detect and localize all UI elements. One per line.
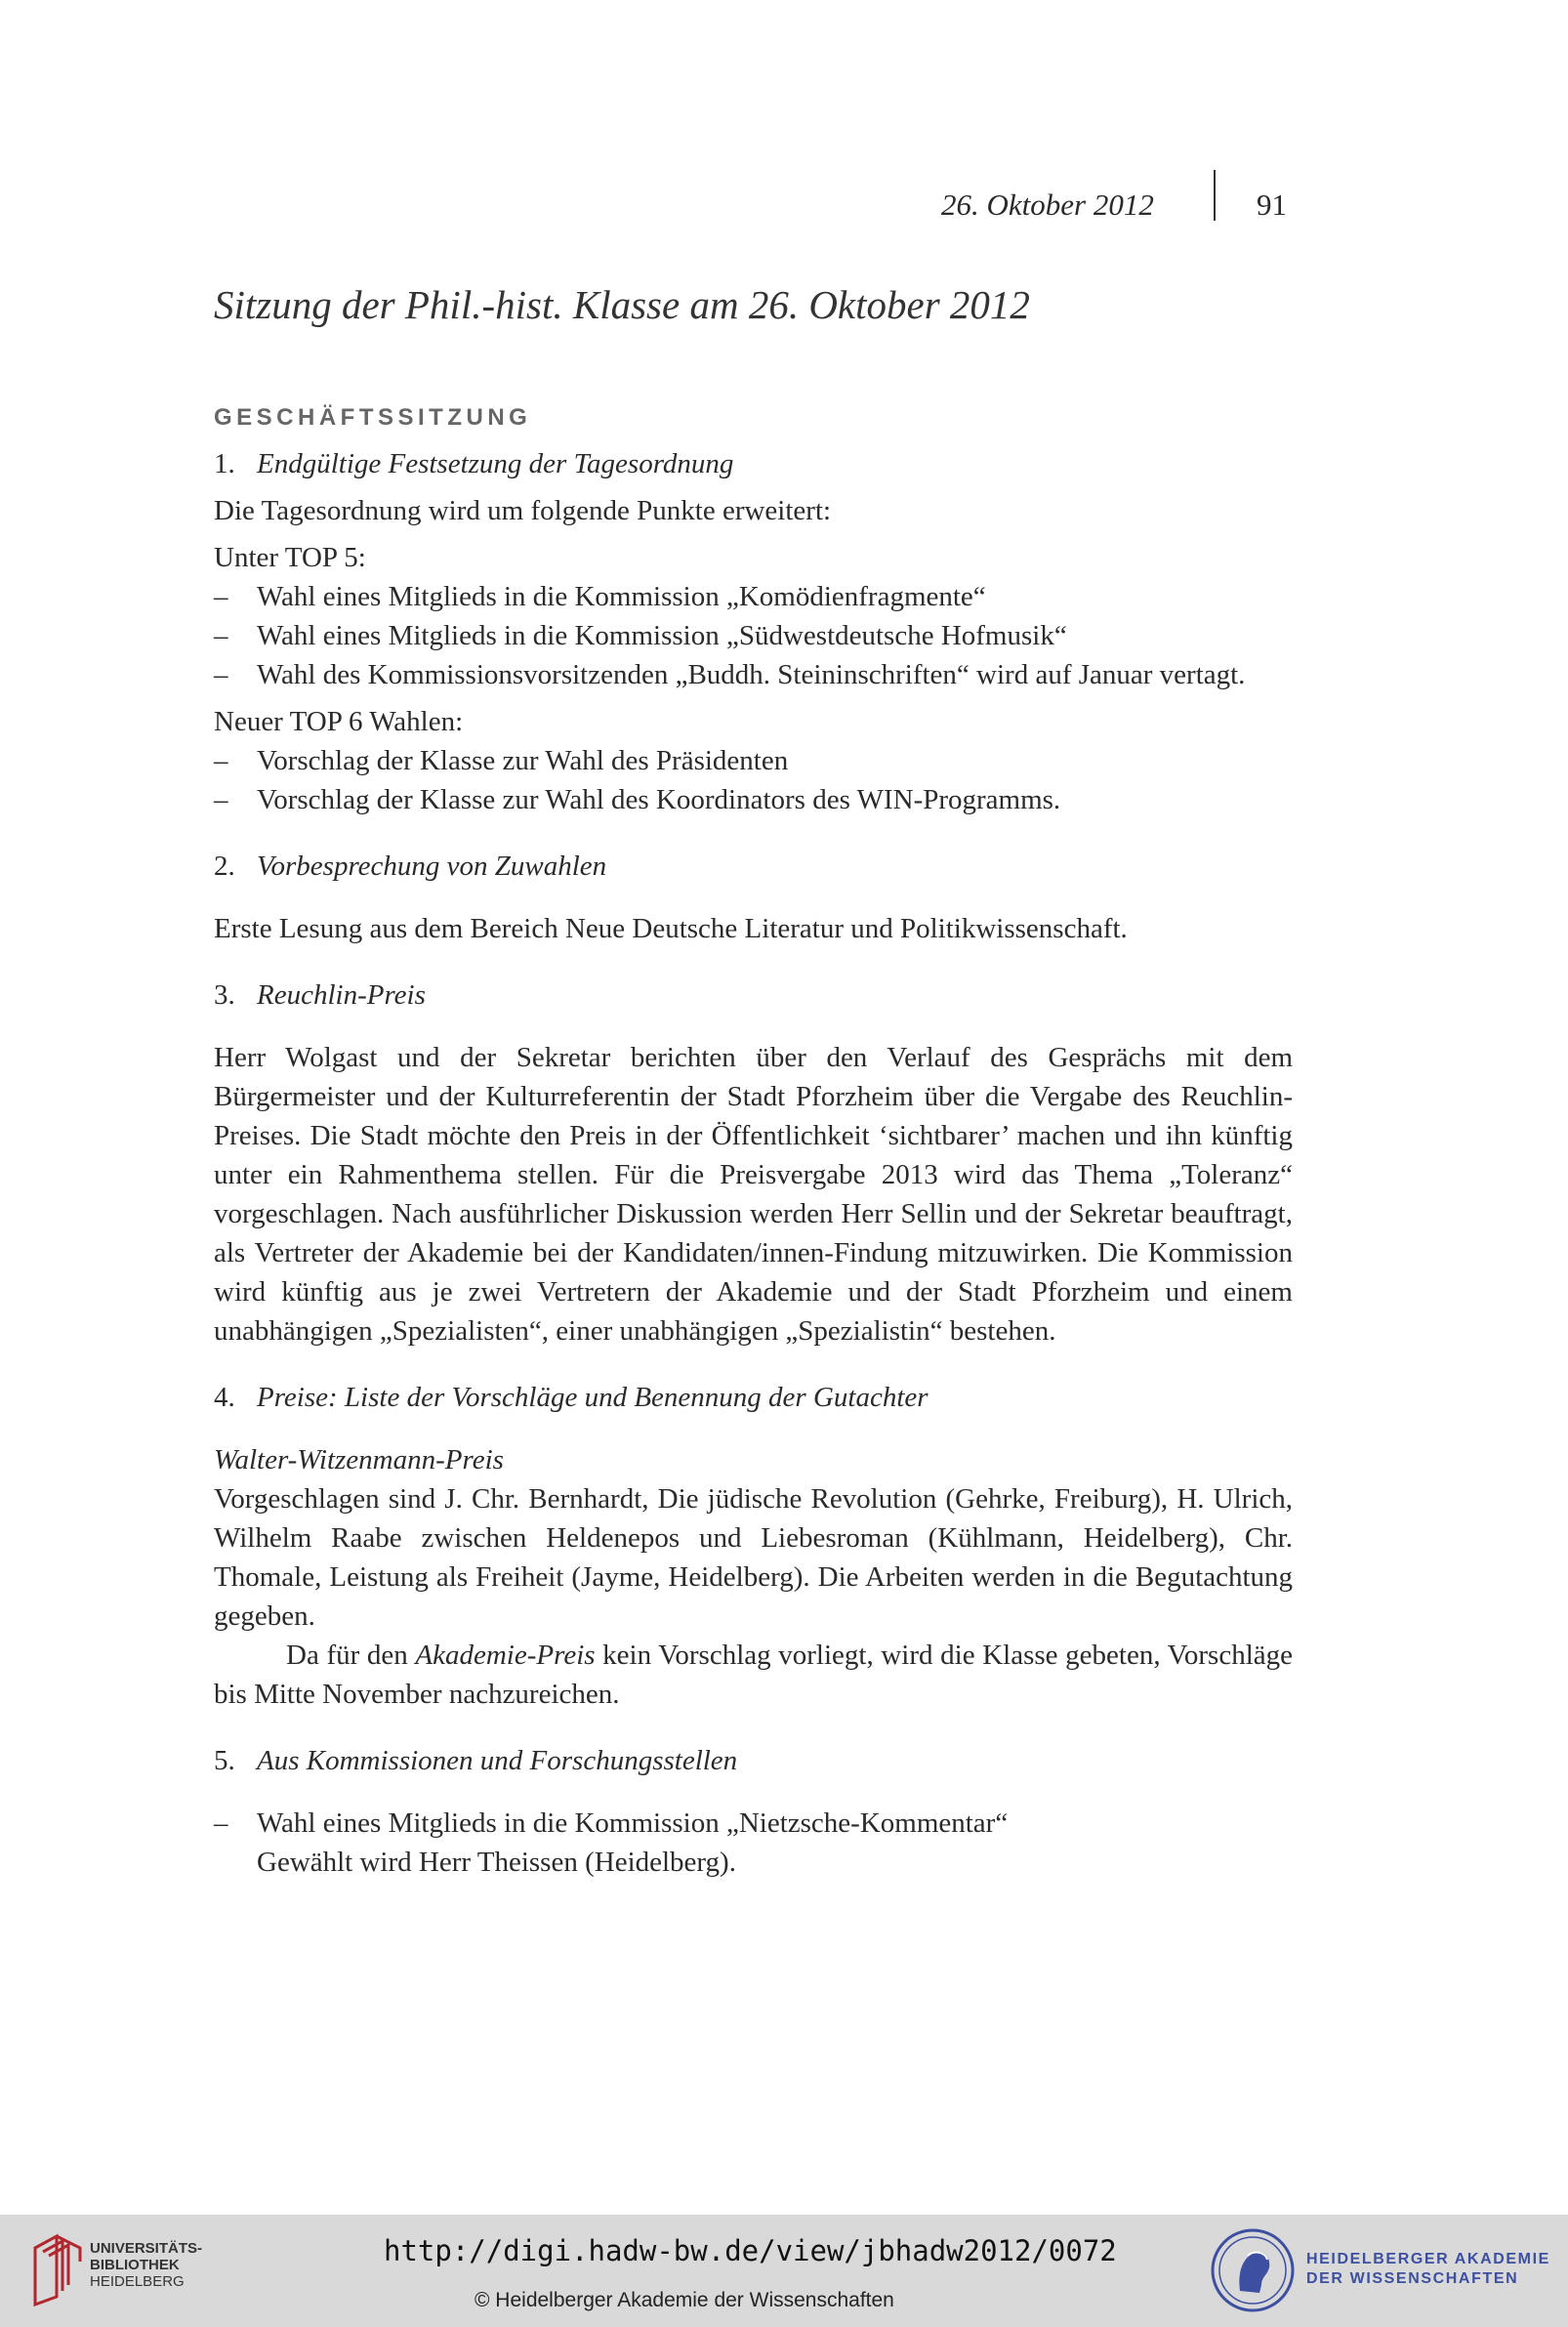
paragraph: Unter TOP 5:: [214, 542, 366, 573]
list-item: – Wahl des Kommissionsvorsitzenden „Buddh. Steininschriften“ wird auf Januar vertagt.: [214, 659, 1246, 690]
list-item: – Wahl eines Mitglieds in die Kommission „Komödienfragmente“: [214, 581, 986, 612]
header-divider: [1214, 170, 1216, 221]
item-heading-3: 3. Reuchlin-Preis: [214, 979, 426, 1011]
paragraph: Erste Lesung aus dem Bereich Neue Deutsche Literatur und Politikwissenschaft.: [214, 913, 1128, 944]
running-header-date: 26. Oktober 2012: [941, 187, 1154, 222]
ub-heidelberg-logo-icon: [29, 2228, 90, 2306]
document-body: [214, 444, 1293, 1882]
item-heading-1: 1. Endgültige Festsetzung der Tagesordnung: [214, 448, 734, 479]
list-item: – Wahl eines Mitglieds in die Kommission „Südwestdeutsche Hofmusik“: [214, 620, 1067, 651]
footer-bar: [0, 2215, 1568, 2327]
page-title: Sitzung der Phil.-hist. Klasse am 26. Oktober 2012: [214, 282, 1030, 327]
paragraph: Vorgeschlagen sind J. Chr. Bernhardt, Die jüdische Revolution (Gehrke, Freiburg), H. Ulrich, Wilhelm Raabe zwischen Heldenepos und Liebesroman (Kühlmann, Heidelberg), Chr. Thomale, Leistung als Freiheit (Jayme, Heidelberg). Die Arbeiten werden in die Begutachtung gegeben.: [214, 1483, 1293, 1632]
copyright-notice: © Heidelberger Akademie der Wissenschaften: [475, 2289, 894, 2311]
subheading: Walter-Witzenmann-Preis: [214, 1444, 504, 1475]
source-url-link[interactable]: http://digi.hadw-bw.de/view/jbhadw2012/0072: [384, 2234, 1117, 2267]
page-number: 91: [1257, 187, 1287, 222]
section-heading: GESCHÄFTSSITZUNG: [214, 404, 532, 431]
item-heading-5: 5. Aus Kommissionen und Forschungsstellen: [214, 1745, 738, 1776]
item-heading-2: 2. Vorbesprechung von Zuwahlen: [214, 851, 607, 882]
paragraph: Neuer TOP 6 Wahlen:: [214, 706, 464, 737]
paragraph: Da für den Akademie-Preis kein Vorschlag vorliegt, wird die Klasse gebeten, Vorschläge bis Mitte November nachzureichen.: [214, 1640, 1293, 1710]
list-item: – Vorschlag der Klasse zur Wahl des Präsidenten: [214, 745, 789, 776]
ub-heidelberg-wordmark: UNIVERSITÄTS- BIBLIOTHEK HEIDELBERG: [90, 2240, 203, 2290]
paragraph: Die Tagesordnung wird um folgende Punkte erweitert:: [214, 495, 832, 526]
paragraph: Herr Wolgast und der Sekretar berichten über den Verlauf des Gesprächs mit dem Bürgermeister und der Kulturreferentin der Stadt Pforzheim über die Vergabe des Reuchlin-Preises. Die Stadt möchte den Preis in der Öffentlichkeit ‘sichtbarer’ machen und ihn künftig unter ein Rahmenthema stellen. Für die Preisvergabe 2013 wird das Thema „Toleranz“ vorgeschlagen. Nach ausführlicher Diskussion werden Herr Sellin und der Sekretar beauftragt, als Vertreter der Akademie bei der Kandidaten/innen-Findung mitzuwirken. Die Kommission wird künftig aus je zwei Vertretern der Akademie und der Stadt Pforzheim und einem unabhängigen „Spezialisten“, einer unabhängigen „Spezialistin“ bestehen.: [214, 1042, 1293, 1347]
hadw-seal-logo-icon: [1211, 2226, 1295, 2314]
list-item-continuation: Gewählt wird Herr Theissen (Heidelberg).: [257, 1847, 736, 1878]
hadw-wordmark: HEIDELBERGER AKADEMIE DER WISSENSCHAFTEN: [1306, 2251, 1550, 2287]
list-item: – Wahl eines Mitglieds in die Kommission „Nietzsche-Kommentar“: [214, 1808, 1009, 1839]
item-heading-4: 4. Preise: Liste der Vorschläge und Benennung der Gutachter: [214, 1382, 928, 1413]
list-item: – Vorschlag der Klasse zur Wahl des Koordinators des WIN-Programms.: [214, 784, 1061, 815]
